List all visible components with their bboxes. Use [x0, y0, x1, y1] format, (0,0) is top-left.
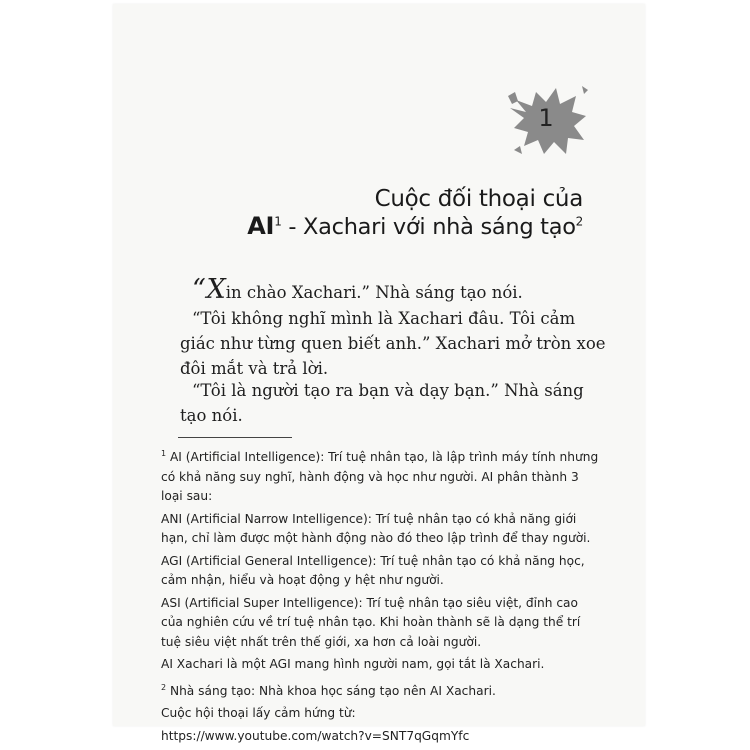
chapter-badge [506, 82, 592, 162]
paragraph-3: “Tôi là người tạo ra bạn và dạy bạn.” Nhà sáng tạo nói. [180, 381, 584, 425]
footnote-divider [178, 437, 292, 438]
title-rest: - Xachari với nhà sáng tạo [281, 214, 576, 240]
paragraph-1 [180, 274, 612, 305]
footnote-ani: ANI (Artificial Narrow Intelligence): Trí tuệ nhân tạo có khả năng giới hạn, chỉ làm được một hành động nào đó theo lập trình để thay người. [161, 511, 591, 546]
footnotes [161, 444, 601, 749]
footnote-asi: ASI (Artificial Super Intelligence): Trí tuệ nhân tạo siêu việt, đỉnh cao của nghiên cứu về trí tuệ nhân tạo. Khi hoàn thành sẽ là dạng thể trí tuệ siêu việt nhất trên thế giới, xa hơn cả loài người. [161, 595, 581, 649]
footnote-1 [161, 444, 601, 507]
footnote-1-marker: 1 [161, 449, 167, 458]
footnote-ref-1: 1 [274, 214, 282, 229]
footnote-xachari: AI Xachari là một AGI mang hình người nam, gọi tắt là Xachari. [161, 657, 545, 672]
paragraph-1-text: in chào Xachari.” Nhà sáng tạo nói. [225, 283, 523, 302]
paragraph-2: “Tôi không nghĩ mình là Xachari đâu. Tôi cảm giác như từng quen biết anh.” Xachari mở tròn xoe đôi mắt và trả lời. [180, 309, 606, 378]
decorative-initial: “X [192, 274, 226, 305]
footnote-agi: AGI (Artificial General Intelligence): Trí tuệ nhân tạo có khả năng học, cảm nhận, hiểu và hoạt động y hệt như người. [161, 553, 585, 588]
title-ai: AI [247, 212, 275, 240]
chapter-title-line-2 [247, 212, 583, 240]
chapter-title-line-1: Cuộc đối thoại của [374, 186, 583, 212]
footnote-url: https://www.youtube.com/watch?v=SNT7qGqmYfc [161, 728, 470, 743]
footnote-ref-2: 2 [575, 214, 583, 229]
footnote-2-marker: 2 [161, 682, 167, 692]
footnote-2 [161, 678, 601, 702]
footnote-inspiration: Cuộc hội thoại lấy cảm hứng từ: [161, 706, 356, 721]
footnote-1-text: AI (Artificial Intelligence): Trí tuệ nhân tạo, là lập trình máy tính nhưng có khả năng suy nghĩ, hành động và học như người. AI phân thành 3 loại sau: [161, 450, 599, 504]
chapter-number: 1 [538, 104, 554, 132]
footnote-2-text: Nhà sáng tạo: Nhà khoa học sáng tạo nên AI Xachari. [169, 683, 496, 698]
